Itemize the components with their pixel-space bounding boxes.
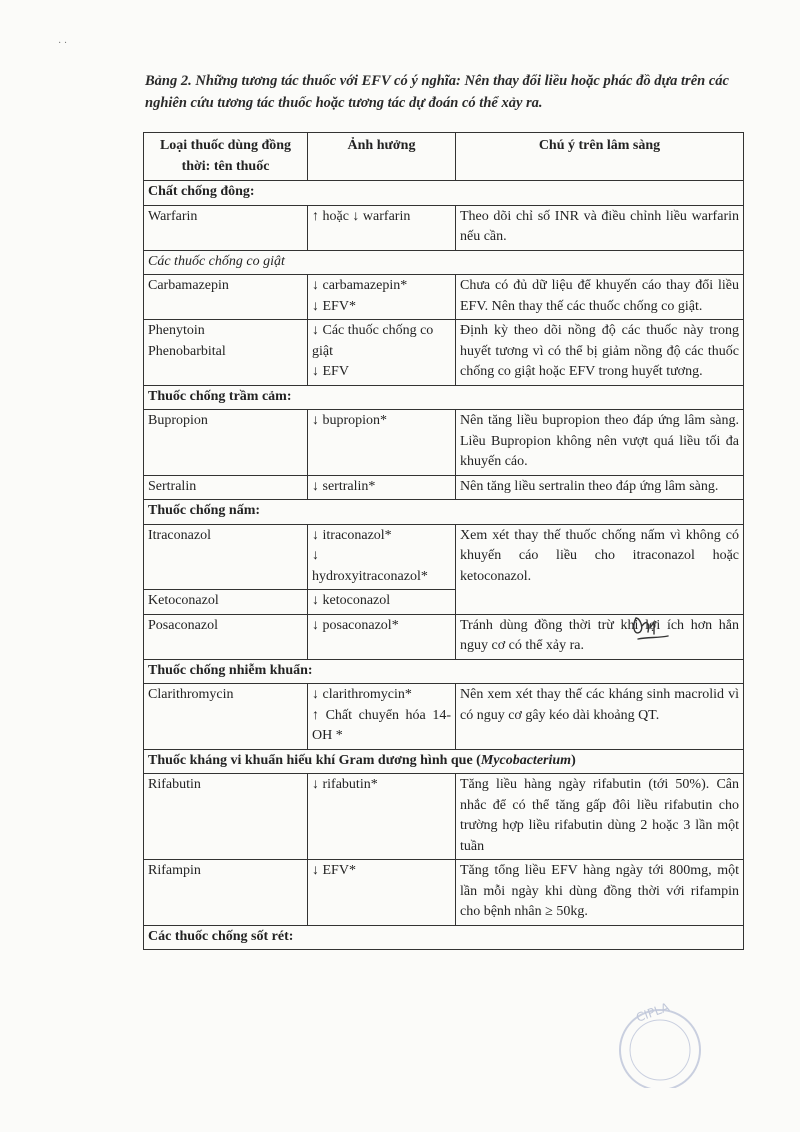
drug-name: Carbamazepin [144,275,308,320]
table-row [144,774,744,860]
stamp-text: CIPLA [634,999,672,1025]
effect-cell [308,275,456,320]
clinical-note: Tăng tổng liều EFV hàng ngày tới 800mg, một lần mỗi ngày khi dùng đồng thời với rifampin cho bệnh nhân ≥ 50kg. [456,860,744,926]
clinical-note: Chưa có đủ dữ liệu để khuyến cáo thay đổi liều EFV. Nên thay thế các thuốc chống co giật. [456,275,744,320]
section-antifungal: Thuốc chống nấm: [144,500,744,525]
section-row [144,749,744,774]
effect-cell [308,524,456,590]
effect: ↓ EFV* [312,298,356,314]
drug-name: Itraconazol [144,524,308,590]
effect: ↓ clarithromycin* [312,687,412,702]
table-row [144,860,744,926]
table-row [144,475,744,500]
clinical-note: Nên xem xét thay thế các kháng sinh macrolid vì có nguy cơ gây kéo dài khoảng QT. [456,684,744,750]
effect: ↓ [312,548,319,563]
drug-name: Phenobarbital [148,343,226,359]
effect: ↑ Chất chuyển hóa 14-OH * [312,707,451,743]
drug-name: Posaconazol [144,614,308,659]
section-antimalarial: Các thuốc chống sốt rét: [144,925,744,950]
table-row [144,524,744,590]
handwritten-initials [628,612,674,642]
section-row [144,500,744,525]
header-effect: Ảnh hưởng [308,133,456,181]
clinical-note: Định kỳ theo dõi nồng độ các thuốc này trong huyết tương vì có thể bị giảm nồng độ các thuốc chống co giật hoặc EFV trong huyết tương. [456,320,744,386]
effect: ↓ rifabutin* [308,774,456,860]
effect: ↓ EFV* [308,860,456,926]
section-row [144,925,744,950]
effect: ↓ bupropion* [308,410,456,476]
company-stamp [598,998,708,1088]
drug-name: Rifampin [144,860,308,926]
section-row [144,659,744,684]
section-row [144,181,744,206]
effect: ↓ sertralin* [308,475,456,500]
table-row [144,205,744,250]
effect: ↑ hoặc ↓ warfarin [308,205,456,250]
section-anticoagulant: Chất chống đông: [144,181,744,206]
effect: ↓ itraconazol* [312,527,392,543]
drug-name: Clarithromycin [144,684,308,750]
header-drug: Loại thuốc dùng đồng thời: tên thuốc [144,133,308,181]
section-antidepressant: Thuốc chống trầm cảm: [144,385,744,410]
drug-name: Ketoconazol [144,590,308,615]
clinical-note: Xem xét thay thế thuốc chống nấm vì không có khuyến cáo liều cho itraconazol hoặc ketoconazol. [456,524,744,614]
header-note: Chú ý trên lâm sàng [456,133,744,181]
section-mycobacterium-suffix: ) [571,752,576,768]
clinical-note: Tăng liều hàng ngày rifabutin (tới 50%). Cân nhắc để có thể tăng gấp đôi liều rifabutin cho trường hợp liều rifabutin dùng 2 hoặc 3 lần một tuần [456,774,744,860]
drug-name: Sertralin [144,475,308,500]
table-row [144,320,744,386]
effect-cell [308,684,456,750]
drug-name: Phenytoin [148,323,205,338]
effect: ↓ carbamazepin* [312,278,408,293]
drug-interaction-table [143,132,744,950]
effect: hydroxyitraconazol* [312,568,428,584]
effect: ↓ Các thuốc chống co giật [312,323,434,359]
scan-speck: · · [58,38,68,49]
section-mycobacterium [144,749,744,774]
drug-name: Bupropion [144,410,308,476]
section-row [144,250,744,275]
drug-cell [144,320,308,386]
table-row [144,275,744,320]
section-mycobacterium-prefix: Thuốc kháng vi khuẩn hiếu khí Gram dương hình que ( [148,752,481,768]
section-row [144,385,744,410]
effect: ↓ posaconazol* [308,614,456,659]
section-mycobacterium-genus: Mycobacterium [480,752,572,768]
section-anticonvulsant: Các thuốc chống co giật [144,250,744,275]
effect-cell [308,320,456,386]
drug-name: Warfarin [144,205,308,250]
table-caption: Bảng 2. Những tương tác thuốc với EFV có ý nghĩa: Nên thay đổi liều hoặc phác đồ dựa trên các nghiên cứu tương tác thuốc hoặc tương tác dự đoán có thể xảy ra. [145,73,729,111]
table-header-row [144,133,744,181]
clinical-note: Theo dõi chỉ số INR và điều chỉnh liều warfarin nếu cần. [456,205,744,250]
table-row [144,410,744,476]
clinical-note: Tránh dùng đồng thời trừ khi lợi ích hơn hẳn nguy cơ có thể xảy ra. [456,614,744,659]
clinical-note: Nên tăng liều sertralin theo đáp ứng lâm sàng. [456,475,744,500]
section-antibacterial: Thuốc chống nhiễm khuẩn: [144,659,744,684]
effect: ↓ ketoconazol [308,590,456,615]
effect: ↓ EFV [312,364,349,379]
drug-name: Rifabutin [144,774,308,860]
clinical-note: Nên tăng liều bupropion theo đáp ứng lâm sàng. Liều Bupropion không nên vượt quá liều tối đa khuyến cáo. [456,410,744,476]
table-row [144,684,744,750]
